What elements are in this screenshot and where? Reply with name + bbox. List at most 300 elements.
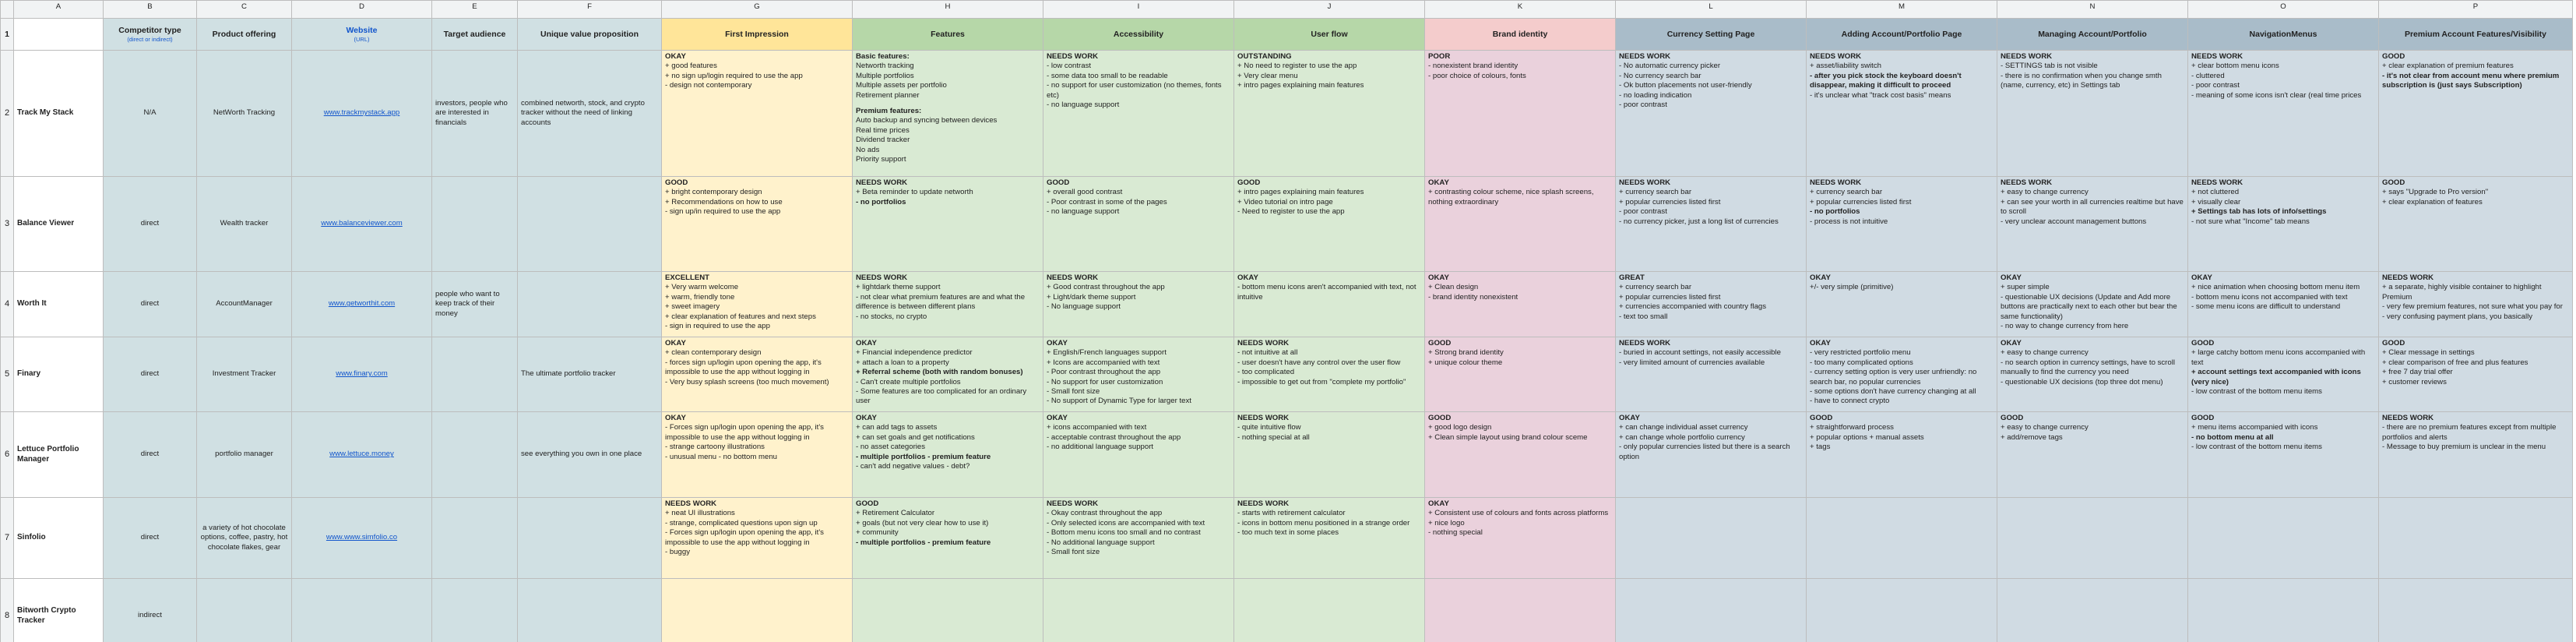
row-number[interactable]: 5 xyxy=(1,337,14,412)
header-managing-account[interactable]: Managing Account/Portfolio xyxy=(1997,19,2188,51)
target-audience-cell[interactable] xyxy=(432,51,518,177)
note-line: - only popular currencies listed but there is a search option xyxy=(1619,443,1790,461)
website-cell[interactable] xyxy=(292,337,432,412)
note-line: - sign in required to use the app xyxy=(665,322,770,331)
note-line: + nice animation when choosing bottom menu item xyxy=(2191,283,2360,292)
features-cell[interactable] xyxy=(853,579,1043,642)
rating-label: GOOD xyxy=(2382,178,2405,187)
accessibility-cell[interactable] xyxy=(1043,177,1234,272)
rating-label: NEEDS WORK xyxy=(856,273,908,282)
note-line: + No need to register to use the app xyxy=(1237,62,1357,71)
row-number[interactable]: 1 xyxy=(1,19,14,51)
managing-account-cell[interactable] xyxy=(1997,51,2188,177)
competitor-type-cell[interactable] xyxy=(104,337,197,412)
rating-label: GOOD xyxy=(1428,414,1452,422)
note-line: Auto backup and syncing between devices xyxy=(856,116,998,125)
note-line: + not cluttered xyxy=(2191,188,2240,197)
header-currency-setting[interactable]: Currency Setting Page xyxy=(1616,19,1807,51)
note-line: - very confusing payment plans, you basically xyxy=(2382,312,2533,321)
note-line: - very unclear account management buttons xyxy=(2001,217,2147,226)
note-line: - impossible to get out from "complete my portfolio" xyxy=(1237,377,1406,386)
competitor-name-cell-text: Lettuce Portfolio Manager xyxy=(17,445,79,464)
note-line: - no language support xyxy=(1047,101,1120,110)
rating-label: GOOD xyxy=(1810,414,1833,422)
note-line: - not sure what "Income" tab means xyxy=(2191,217,2310,226)
note-line: - Okay contrast throughout the app xyxy=(1047,509,1163,518)
column-letter-i[interactable]: I xyxy=(1043,1,1234,19)
target-audience-cell[interactable] xyxy=(432,272,518,337)
note-line: - Need to register to use the app xyxy=(1237,207,1345,217)
note-line: - some data too small to be readable xyxy=(1047,71,1168,80)
rating-label: Basic features: xyxy=(856,52,910,61)
column-letter-n[interactable]: N xyxy=(1997,1,2188,19)
column-header-row xyxy=(1,1,2573,19)
features-cell[interactable] xyxy=(853,498,1043,579)
column-letter-a[interactable]: A xyxy=(14,1,104,19)
competitor-type-cell[interactable] xyxy=(104,412,197,498)
navigation-menus-cell[interactable] xyxy=(2188,51,2379,177)
user-flow-cell[interactable] xyxy=(1234,498,1425,579)
competitor-name-cell[interactable] xyxy=(14,337,104,412)
rating-label: NEEDS WORK xyxy=(1047,499,1099,508)
managing-account-cell[interactable] xyxy=(1997,412,2188,498)
note-line: + Clear message in settings xyxy=(2382,348,2475,358)
note-line: - no additional language support xyxy=(1047,443,1154,452)
column-letter-d[interactable]: D xyxy=(292,1,432,19)
adding-account-cell[interactable] xyxy=(1807,51,1997,177)
uvp-cell[interactable] xyxy=(518,51,662,177)
note-line: - some menu icons are difficult to understand xyxy=(2191,302,2341,312)
features-cell[interactable] xyxy=(853,412,1043,498)
note-line: + currency search bar xyxy=(1619,283,1692,292)
note-line: + currencies accompanied with country flags xyxy=(1619,302,1767,312)
competitor-type-cell[interactable] xyxy=(104,51,197,177)
note-line: - no support for user customization (no themes, fonts etc) xyxy=(1047,81,1222,100)
note-line: - can't add negative values - debt? xyxy=(856,462,970,471)
note-line: - Small font size xyxy=(1047,548,1100,557)
competitor-row xyxy=(1,412,2573,498)
target-audience-cell[interactable] xyxy=(432,579,518,642)
first-impression-cell[interactable] xyxy=(662,51,853,177)
user-flow-cell[interactable] xyxy=(1234,177,1425,272)
note-line: + currency search bar xyxy=(1619,188,1692,197)
product-offering-cell[interactable] xyxy=(197,579,292,642)
accessibility-cell[interactable] xyxy=(1043,272,1234,337)
header-adding-account[interactable]: Adding Account/Portfolio Page xyxy=(1807,19,1997,51)
competitor-type-cell-text: N/A xyxy=(143,108,157,118)
competitor-type-cell[interactable] xyxy=(104,579,197,642)
note-line: - low contrast xyxy=(1047,62,1092,71)
premium-cell[interactable] xyxy=(2379,177,2573,272)
note-line: Priority support xyxy=(856,155,906,164)
rating-label: NEEDS WORK xyxy=(2001,52,2053,61)
note-line: + Video tutorial on intro page xyxy=(1237,197,1333,206)
header-competitor-type[interactable] xyxy=(104,19,197,51)
navigation-menus-cell[interactable] xyxy=(2188,579,2379,642)
note-line: + sweet imagery xyxy=(665,302,720,312)
managing-account-cell[interactable] xyxy=(1997,579,2188,642)
managing-account-cell[interactable] xyxy=(1997,337,2188,412)
note-line: - low contrast of the bottom menu items xyxy=(2191,443,2322,452)
note-line: + lightdark theme support xyxy=(856,283,941,292)
product-offering-cell-text: NetWorth Tracking xyxy=(213,108,276,118)
adding-account-cell[interactable] xyxy=(1807,579,1997,642)
competitor-row xyxy=(1,337,2573,412)
competitor-row xyxy=(1,498,2573,579)
column-letter-f[interactable]: F xyxy=(518,1,662,19)
rating-label: OKAY xyxy=(1428,273,1449,282)
note-line: + straightforward process xyxy=(1810,423,1894,432)
features-cell[interactable] xyxy=(853,177,1043,272)
competitor-name-cell[interactable] xyxy=(14,412,104,498)
website-link[interactable]: www.getworthit.com xyxy=(328,299,396,309)
row-number[interactable]: 3 xyxy=(1,177,14,272)
header-uvp[interactable]: Unique value proposition xyxy=(518,19,662,51)
accessibility-cell[interactable] xyxy=(1043,51,1234,177)
website-link[interactable]: www.lettuce.money xyxy=(329,450,394,459)
first-impression-cell[interactable] xyxy=(662,337,853,412)
brand-identity-cell[interactable] xyxy=(1425,498,1616,579)
currency-setting-cell[interactable] xyxy=(1616,498,1807,579)
note-line: +/- very simple (primitive) xyxy=(1810,283,1894,292)
premium-cell[interactable] xyxy=(2379,412,2573,498)
premium-cell[interactable] xyxy=(2379,337,2573,412)
competitor-name-cell[interactable] xyxy=(14,272,104,337)
features-cell[interactable] xyxy=(853,337,1043,412)
website-cell[interactable] xyxy=(292,498,432,579)
premium-cell[interactable] xyxy=(2379,498,2573,579)
managing-account-cell[interactable] xyxy=(1997,498,2188,579)
header-brand-identity[interactable]: Brand identity xyxy=(1425,19,1616,51)
competitor-name-cell[interactable] xyxy=(14,177,104,272)
note-line: - starts with retirement calculator xyxy=(1237,509,1346,518)
note-line: + Very warm welcome xyxy=(665,283,739,292)
column-letter-g[interactable]: G xyxy=(662,1,853,19)
note-line: - No automatic currency picker xyxy=(1619,62,1721,71)
header-cell-name[interactable] xyxy=(14,19,104,51)
first-impression-cell[interactable] xyxy=(662,579,853,642)
note-line: + can add tags to assets xyxy=(856,423,938,432)
uvp-cell[interactable] xyxy=(518,412,662,498)
column-letter-o[interactable]: O xyxy=(2188,1,2379,19)
note-line: + popular options + manual assets xyxy=(1810,432,1924,442)
column-letter-p[interactable]: P xyxy=(2379,1,2573,19)
brand-identity-cell[interactable] xyxy=(1425,337,1616,412)
column-letter-k[interactable]: K xyxy=(1425,1,1616,19)
note-line: - questionable UX decisions (Update and Add more buttons are practically next to each other but bear the same functionality) xyxy=(2001,292,2177,321)
note-line: + clear explanation of features xyxy=(2382,197,2483,206)
row-number[interactable]: 4 xyxy=(1,272,14,337)
note-line: + Very clear menu xyxy=(1237,71,1298,80)
header-navigation-menus[interactable]: NavigationMenus xyxy=(2188,19,2379,51)
rating-label: GOOD xyxy=(856,499,879,508)
header-accessibility[interactable]: Accessibility xyxy=(1043,19,1234,51)
competitor-type-cell[interactable] xyxy=(104,272,197,337)
currency-setting-cell[interactable] xyxy=(1616,412,1807,498)
rating-label: OKAY xyxy=(1047,339,1068,347)
note-line: + goals (but not very clear how to use it) xyxy=(856,518,989,527)
row-number[interactable]: 7 xyxy=(1,498,14,579)
note-line: - multiple portfolios - premium feature xyxy=(856,452,991,461)
target-audience-cell[interactable] xyxy=(432,498,518,579)
competitor-name-cell-text: Worth It xyxy=(17,299,47,309)
note-line: + Settings tab has lots of info/settings xyxy=(2191,207,2327,217)
header-premium[interactable]: Premium Account Features/Visibility xyxy=(2379,19,2573,51)
product-offering-cell[interactable] xyxy=(197,412,292,498)
note-line: nothing extraordinary xyxy=(1428,197,1499,206)
uvp-cell-text: combined networth, stock, and crypto tracker without the need of linking accounts xyxy=(521,98,645,127)
accessibility-cell[interactable] xyxy=(1043,498,1234,579)
column-letter-m[interactable]: M xyxy=(1807,1,1997,19)
brand-identity-cell[interactable] xyxy=(1425,177,1616,272)
column-letter-e[interactable]: E xyxy=(432,1,518,19)
rating-label: GOOD xyxy=(1047,178,1070,187)
note-line: + Clean simple layout using brand colour sceme xyxy=(1428,432,1588,442)
rating-label: NEEDS WORK xyxy=(1047,273,1099,282)
header-sublabel: (direct or indirect) xyxy=(127,36,173,43)
product-offering-cell[interactable] xyxy=(197,337,292,412)
managing-account-cell[interactable] xyxy=(1997,272,2188,337)
brand-identity-cell[interactable] xyxy=(1425,579,1616,642)
brand-identity-cell[interactable] xyxy=(1425,272,1616,337)
note-line: + can change individual asset currency xyxy=(1619,423,1748,432)
currency-setting-cell[interactable] xyxy=(1616,272,1807,337)
note-line: - Forces sign up/login upon opening the app, it's impossible to use the app without logging in xyxy=(665,423,824,442)
features-cell[interactable] xyxy=(853,272,1043,337)
note-line: Multiple portfolios xyxy=(856,71,914,80)
product-offering-cell-text: Wealth tracker xyxy=(220,219,269,228)
note-line: - no asset categories xyxy=(856,443,926,452)
note-line: - very restricted portfolio menu xyxy=(1810,348,1911,358)
rating-label: OKAY xyxy=(2001,273,2022,282)
note-line: + Beta reminder to update networth xyxy=(856,188,973,197)
website-link[interactable]: www.www.simfolio.co xyxy=(326,533,398,542)
user-flow-cell[interactable] xyxy=(1234,412,1425,498)
note-line: + currency search bar xyxy=(1810,188,1883,197)
competitor-name-cell-text: Finary xyxy=(17,369,41,379)
rating-label: OKAY xyxy=(1810,339,1831,347)
note-line: Networth tracking xyxy=(856,62,914,71)
first-impression-cell[interactable] xyxy=(662,177,853,272)
brand-identity-cell[interactable] xyxy=(1425,51,1616,177)
uvp-cell[interactable] xyxy=(518,337,662,412)
rating-label: NEEDS WORK xyxy=(2001,178,2053,187)
note-line: - design not contemporary xyxy=(665,81,752,90)
note-line: - user doesn't have any control over the user flow xyxy=(1237,358,1401,367)
product-offering-cell[interactable] xyxy=(197,272,292,337)
note-line: - strange, complicated questions upon sign up xyxy=(665,518,818,527)
note-line: - questionable UX decisions (top three dot menu) xyxy=(2001,377,2163,386)
note-line: - icons in bottom menu positioned in a strange order xyxy=(1237,518,1410,527)
note-line: - it's unclear what "track cost basis" means xyxy=(1810,90,1951,100)
column-letter-h[interactable]: H xyxy=(853,1,1043,19)
website-cell[interactable] xyxy=(292,272,432,337)
note-line: + clear comparison of free and plus features xyxy=(2382,358,2528,367)
rating-label: NEEDS WORK xyxy=(1619,178,1671,187)
note-line: - Some features are too complicated for an ordinary user xyxy=(856,387,1027,406)
managing-account-cell[interactable] xyxy=(1997,177,2188,272)
uvp-cell[interactable] xyxy=(518,272,662,337)
note-line: + can see your worth in all currencies realtime but have to scroll xyxy=(2001,197,2184,217)
header-first-impression[interactable]: First Impression xyxy=(662,19,853,51)
rating-label: NEEDS WORK xyxy=(1237,414,1290,422)
note-line: - text too small xyxy=(1619,312,1668,321)
note-line: - bottom menu icons aren't accompanied with text, not intuitive xyxy=(1237,283,1416,302)
rating-label: NEEDS WORK xyxy=(856,178,908,187)
rating-label: NEEDS WORK xyxy=(2191,52,2243,61)
user-flow-cell[interactable] xyxy=(1234,272,1425,337)
note-line: + popular currencies listed first xyxy=(1619,292,1721,302)
uvp-cell[interactable] xyxy=(518,177,662,272)
note-line: + Financial independence predictor xyxy=(856,348,973,358)
first-impression-cell[interactable] xyxy=(662,498,853,579)
select-all-corner[interactable] xyxy=(1,1,14,19)
navigation-menus-cell[interactable] xyxy=(2188,272,2379,337)
website-link[interactable]: www.trackmystack.app xyxy=(323,108,400,118)
note-line: - buggy xyxy=(665,548,690,557)
premium-cell[interactable] xyxy=(2379,51,2573,177)
brand-identity-cell[interactable] xyxy=(1425,412,1616,498)
note-line: + Recommendations on how to use xyxy=(665,197,783,206)
target-audience-cell[interactable] xyxy=(432,177,518,272)
note-line: - no loading indication xyxy=(1619,90,1692,100)
navigation-menus-cell[interactable] xyxy=(2188,177,2379,272)
competitor-name-cell-text: Bitworth Crypto Tracker xyxy=(17,606,76,625)
note-line: - no currency picker, just a long list of currencies xyxy=(1619,217,1779,226)
note-line: + can set goals and get notifications xyxy=(856,432,975,442)
user-flow-cell[interactable] xyxy=(1234,579,1425,642)
rating-label: NEEDS WORK xyxy=(2191,178,2243,187)
note-line: + popular currencies listed first xyxy=(1619,197,1721,206)
adding-account-cell[interactable] xyxy=(1807,498,1997,579)
target-audience-cell[interactable] xyxy=(432,412,518,498)
note-line: + easy to change currency xyxy=(2001,188,2089,197)
website-link[interactable]: www.balanceviewer.com xyxy=(321,219,403,228)
rating-label: OKAY xyxy=(1810,273,1831,282)
note-line: - low contrast of the bottom menu items xyxy=(2191,387,2322,397)
note-line: - not intuitive at all xyxy=(1237,348,1298,358)
user-flow-cell[interactable] xyxy=(1234,51,1425,177)
currency-setting-cell[interactable] xyxy=(1616,579,1807,642)
header-features[interactable]: Features xyxy=(853,19,1043,51)
note-line: + visually clear xyxy=(2191,197,2241,206)
first-impression-cell[interactable] xyxy=(662,272,853,337)
product-offering-cell-text: Investment Tracker xyxy=(212,369,276,379)
user-flow-cell[interactable] xyxy=(1234,337,1425,412)
website-cell[interactable] xyxy=(292,579,432,642)
column-letter-c[interactable]: C xyxy=(197,1,292,19)
adding-account-cell[interactable] xyxy=(1807,177,1997,272)
navigation-menus-cell[interactable] xyxy=(2188,498,2379,579)
competitor-name-cell[interactable] xyxy=(14,51,104,177)
navigation-menus-cell[interactable] xyxy=(2188,337,2379,412)
currency-setting-cell[interactable] xyxy=(1616,177,1807,272)
header-user-flow[interactable]: User flow xyxy=(1234,19,1425,51)
note-line: - not clear what premium features are and what the difference is between different plans xyxy=(856,292,1026,312)
first-impression-cell[interactable] xyxy=(662,412,853,498)
website-link[interactable]: www.finary.com xyxy=(336,369,388,379)
note-line: + Good contrast throughout the app xyxy=(1047,283,1165,292)
note-line: Multiple assets per portfolio xyxy=(856,81,947,90)
note-line: - it's not clear from account menu where premium subscription is (just says Subscription) xyxy=(2382,71,2560,90)
features-cell[interactable] xyxy=(853,51,1043,177)
product-offering-cell[interactable] xyxy=(197,177,292,272)
column-letter-j[interactable]: J xyxy=(1234,1,1425,19)
note-line: + clear bottom menu icons xyxy=(2191,62,2279,71)
target-audience-cell[interactable] xyxy=(432,337,518,412)
accessibility-cell[interactable] xyxy=(1043,412,1234,498)
premium-cell[interactable] xyxy=(2379,579,2573,642)
column-letter-b[interactable]: B xyxy=(104,1,197,19)
product-offering-cell[interactable] xyxy=(197,498,292,579)
product-offering-cell[interactable] xyxy=(197,51,292,177)
note-line: - no stocks, no crypto xyxy=(856,312,927,321)
column-letter-l[interactable]: L xyxy=(1616,1,1807,19)
note-line: + good logo design xyxy=(1428,423,1492,432)
rating-label: GREAT xyxy=(1619,273,1645,282)
note-line: - strange cartoony illustrations xyxy=(665,443,765,452)
uvp-cell[interactable] xyxy=(518,498,662,579)
navigation-menus-cell[interactable] xyxy=(2188,412,2379,498)
competitor-name-cell[interactable] xyxy=(14,498,104,579)
row-number[interactable]: 2 xyxy=(1,51,14,177)
header-product-offering[interactable]: Product offering xyxy=(197,19,292,51)
note-line: + community xyxy=(856,528,899,538)
note-line: - Very busy splash screens (too much movement) xyxy=(665,377,829,386)
note-line: + clear explanation of premium features xyxy=(2382,62,2514,71)
rating-label: GOOD xyxy=(1237,178,1261,187)
adding-account-cell[interactable] xyxy=(1807,337,1997,412)
rating-label: NEEDS WORK xyxy=(1810,178,1862,187)
currency-setting-cell[interactable] xyxy=(1616,51,1807,177)
website-cell[interactable] xyxy=(292,51,432,177)
note-line: + asset/liability switch xyxy=(1810,62,1881,71)
competitor-type-cell[interactable] xyxy=(104,177,197,272)
row-number[interactable]: 8 xyxy=(1,579,14,642)
note-line: - poor contrast xyxy=(1619,101,1667,110)
note-line: - process is not intuitive xyxy=(1810,217,1888,226)
competitor-name-cell[interactable] xyxy=(14,579,104,642)
website-cell[interactable] xyxy=(292,177,432,272)
note-line: - cluttered xyxy=(2191,71,2225,80)
rating-label: NEEDS WORK xyxy=(1810,52,1862,61)
adding-account-cell[interactable] xyxy=(1807,272,1997,337)
currency-setting-cell[interactable] xyxy=(1616,337,1807,412)
uvp-cell-text: The ultimate portfolio tracker xyxy=(521,369,616,379)
header-website[interactable] xyxy=(292,19,432,51)
adding-account-cell[interactable] xyxy=(1807,412,1997,498)
note-line: + says "Upgrade to Pro version" xyxy=(2382,188,2489,197)
header-target-audience[interactable]: Target audience xyxy=(432,19,518,51)
rating-label: NEEDS WORK xyxy=(2382,414,2434,422)
note-line: + neat UI illustrations xyxy=(665,509,735,518)
note-line: + English/French languages support xyxy=(1047,348,1167,358)
note-line: + a separate, highly visible container to highlight Premium xyxy=(2382,283,2542,302)
competitor-type-cell[interactable] xyxy=(104,498,197,579)
premium-cell[interactable] xyxy=(2379,272,2573,337)
accessibility-cell[interactable] xyxy=(1043,337,1234,412)
note-line: - no portfolios xyxy=(856,197,906,206)
uvp-cell[interactable] xyxy=(518,579,662,642)
rating-label: EXCELLENT xyxy=(665,273,710,282)
accessibility-cell[interactable] xyxy=(1043,579,1234,642)
row-number[interactable]: 6 xyxy=(1,412,14,498)
note-line: - there are no premium features except from multiple portfolios and alerts xyxy=(2382,423,2557,442)
note-line: + overall good contrast xyxy=(1047,188,1123,197)
note-line: - there is no confirmation when you change smth (name, currency, etc) in Settings tab xyxy=(2001,71,2162,90)
rating-label: NEEDS WORK xyxy=(2382,273,2434,282)
website-cell[interactable] xyxy=(292,412,432,498)
